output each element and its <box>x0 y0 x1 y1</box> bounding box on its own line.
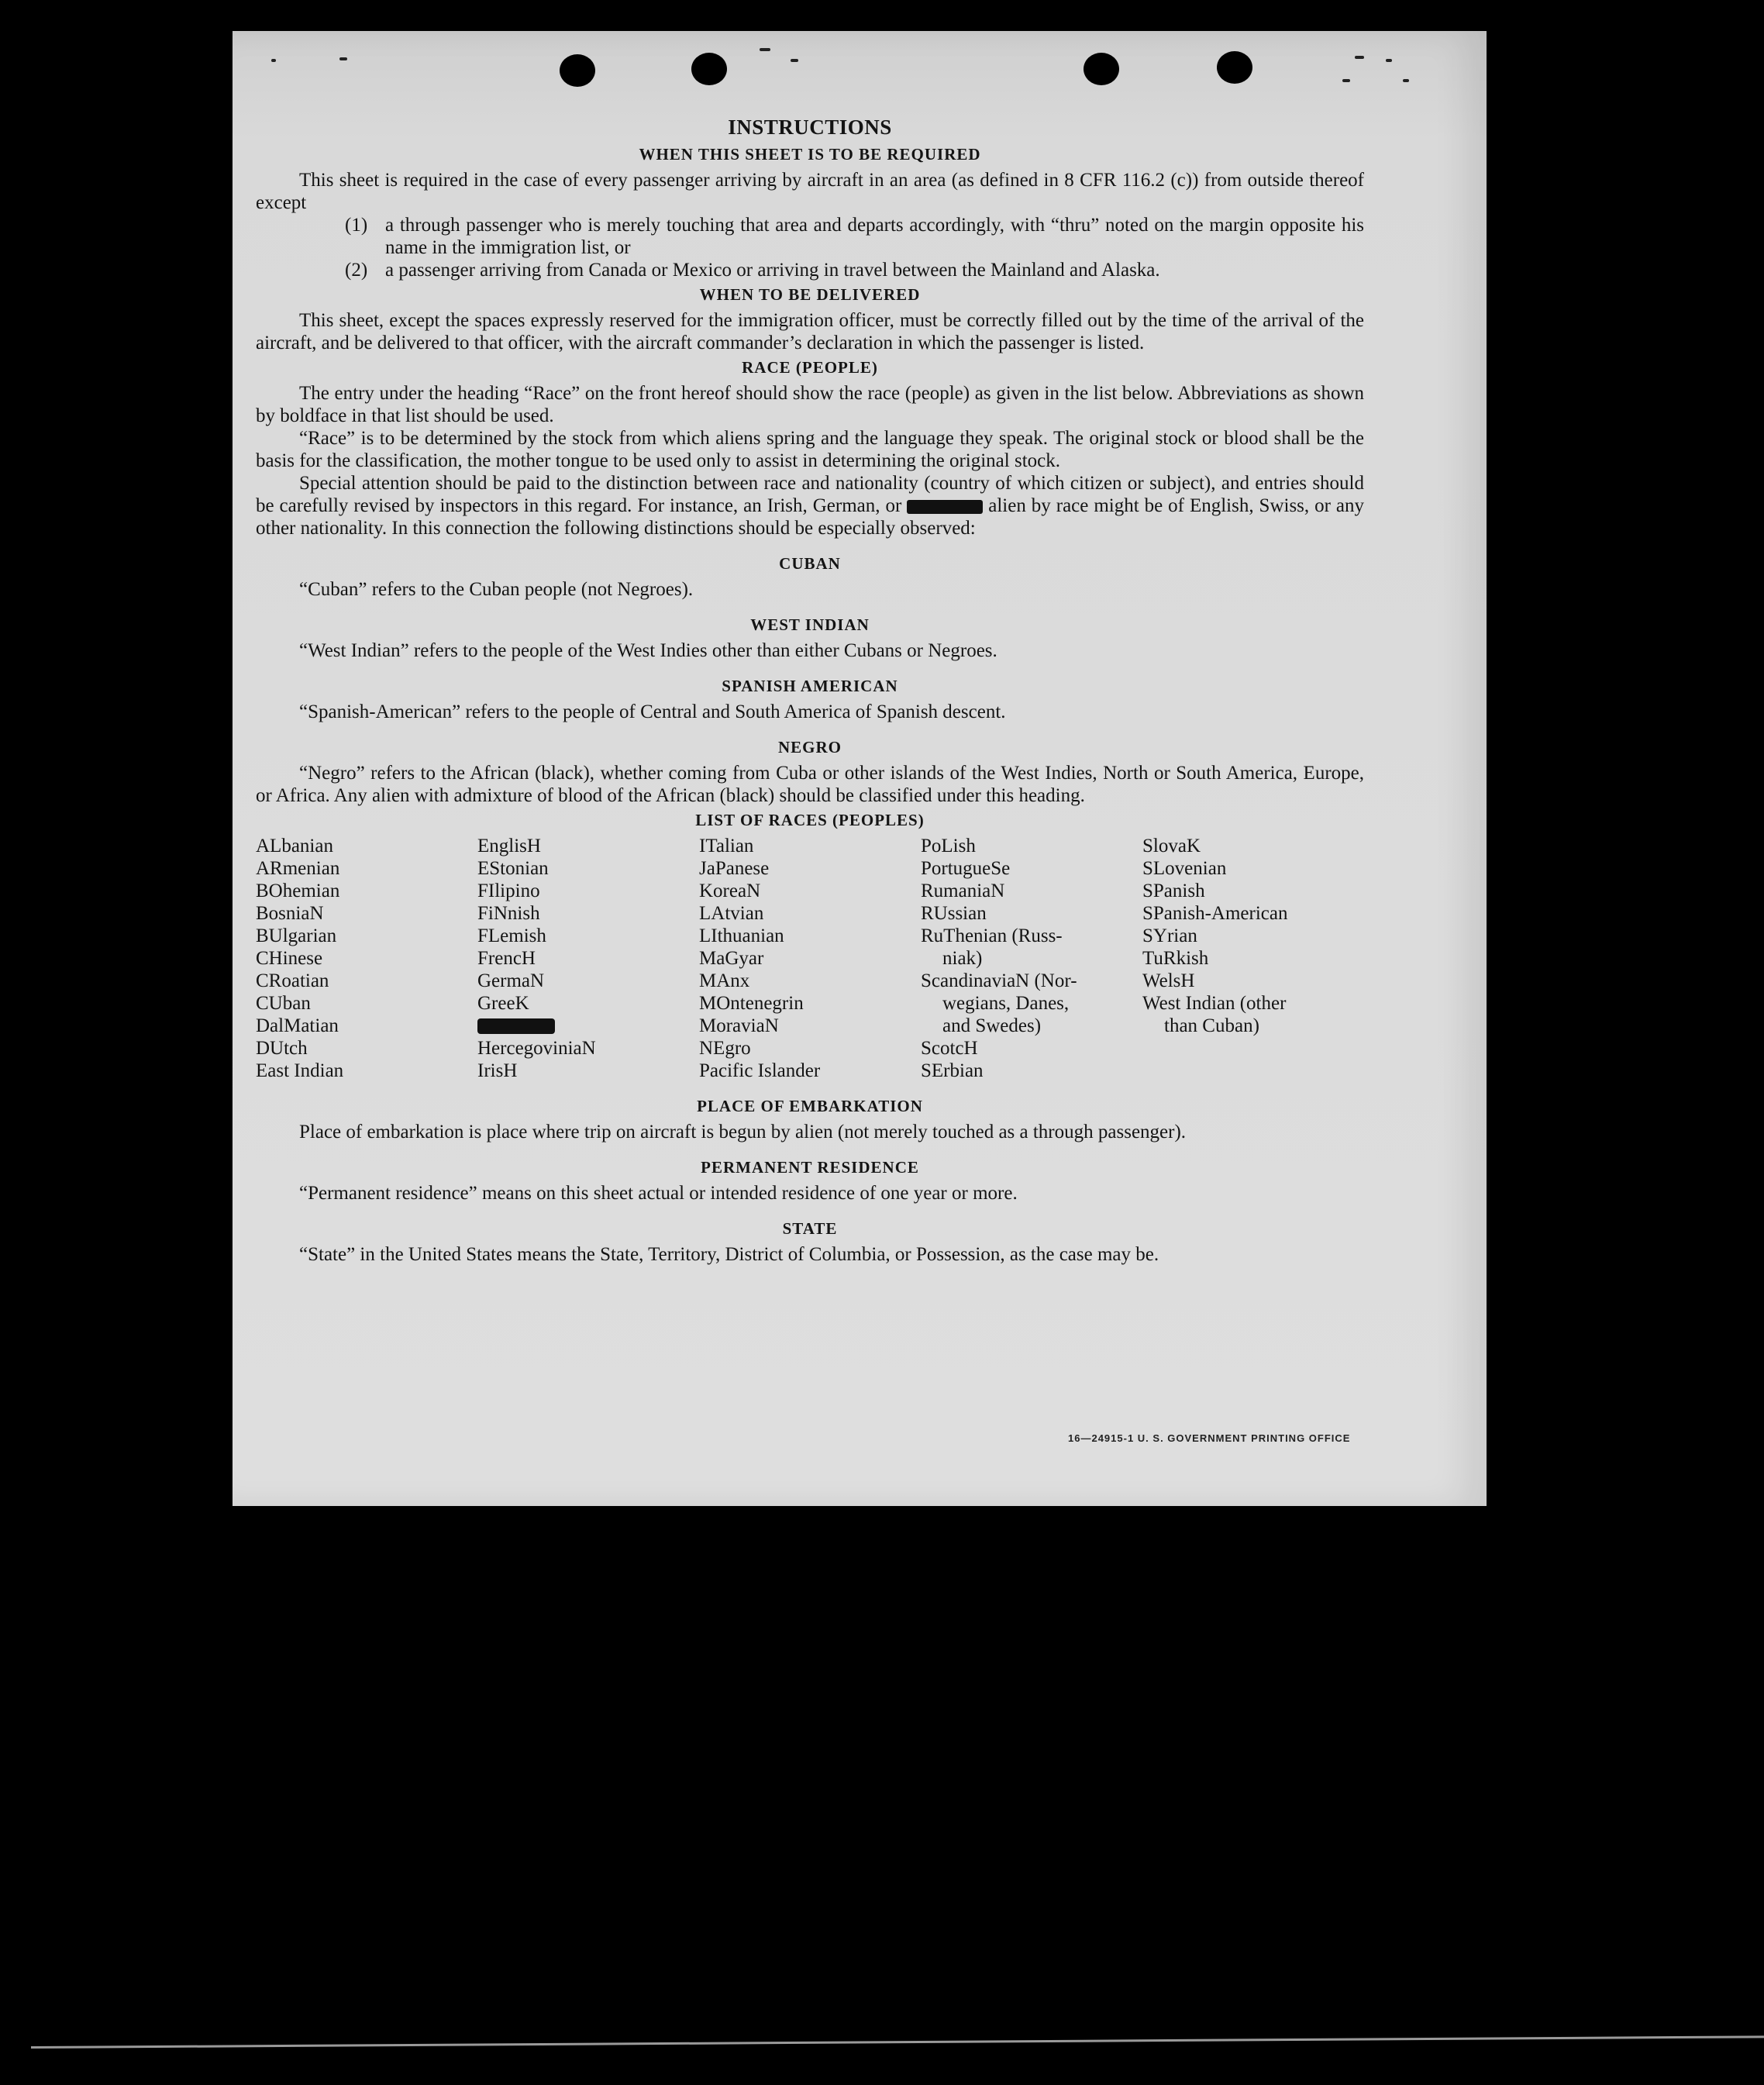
scan-line <box>31 2035 1764 2049</box>
race-entry: ALbanian <box>256 836 333 856</box>
paragraph: This sheet, except the spaces expressly reserved for the immigration officer, must be correctly filled out by the time of the arrival of the aircraft, and be delivered to that officer, with the aircraft commander’s declaration in which the passenger is listed. <box>256 310 1364 353</box>
race-entry: PoLish <box>921 836 976 856</box>
race-entry: than Cuban) <box>1164 1015 1259 1036</box>
page-title: INSTRUCTIONS <box>728 115 892 139</box>
race-entry: SLovenian <box>1142 858 1227 879</box>
printing-office-code: 16—24915-1 U. S. GOVERNMENT PRINTING OFFICE <box>1068 1432 1351 1444</box>
scan-speck <box>1403 79 1409 82</box>
paragraph-text: alien by race might be of English, Swiss, or any other nationality. In this connection the following distinctions should be especially observed: <box>256 495 1365 539</box>
race-entry: GreeK <box>477 993 529 1014</box>
races-column <box>477 835 699 1082</box>
race-entry: wegians, Danes, <box>942 993 1070 1014</box>
race-entry: NEgro <box>699 1038 751 1059</box>
punch-hole <box>560 54 595 87</box>
race-entry: ARmenian <box>256 858 340 879</box>
race-entry: RumaniaN <box>921 881 1005 901</box>
races-column <box>256 835 477 1082</box>
race-entry: ScandinaviaN (Nor- <box>921 970 1077 991</box>
section-heading: CUBAN <box>779 554 841 573</box>
instructions-content <box>256 116 1364 1266</box>
races-column <box>921 835 1142 1082</box>
race-entry: RUssian <box>921 903 987 924</box>
section-heading: STATE <box>782 1219 838 1238</box>
race-entry: East Indian <box>256 1060 344 1081</box>
redaction-mark <box>907 500 983 514</box>
document-page <box>233 31 1487 1506</box>
paragraph: Place of embarkation is place where trip on aircraft is begun by alien (not merely touched as a through passenger). <box>299 1122 1187 1142</box>
scan-speck <box>339 57 347 60</box>
races-column <box>699 835 921 1082</box>
scan-speck <box>1386 59 1392 62</box>
race-entry: FiNnish <box>477 903 540 924</box>
list-item <box>345 214 1364 259</box>
paragraph: “Race” is to be determined by the stock from which aliens spring and the language they speak. The original stock or blood shall be the basis for the classification, the mother tongue to be used only to assist in determining the original stock. <box>256 428 1364 471</box>
race-entry: MaGyar <box>699 948 764 969</box>
scan-speck <box>1342 79 1350 82</box>
race-entry: ScotcH <box>921 1038 978 1059</box>
list-item-text: a through passenger who is merely touching that area and departs accordingly, with “thru” noted on the margin opposite his name in the immigration list, or <box>385 215 1364 258</box>
scan-speck <box>1355 56 1364 59</box>
punch-hole <box>1217 51 1252 84</box>
redaction-mark <box>477 1018 555 1034</box>
list-item-number: (1) <box>345 215 368 236</box>
scan-speck <box>791 59 798 62</box>
race-entry: EStonian <box>477 858 549 879</box>
race-entry: CRoatian <box>256 970 329 991</box>
race-entry: MoraviaN <box>699 1015 779 1036</box>
race-entry: CUban <box>256 993 311 1014</box>
race-entry: niak) <box>942 948 983 969</box>
race-entry: SlovaK <box>1142 836 1201 856</box>
list-item-number: (2) <box>345 260 368 281</box>
race-entry: SYrian <box>1142 925 1197 946</box>
race-entry: LIthuanian <box>699 925 784 946</box>
paragraph-text: Special attention should be paid to the distinction between race and nationality (country of which citizen or subject), and entries should be carefully revised by inspectors in this regard. For instance, an Irish, German, or <box>256 473 1364 516</box>
section-heading: PLACE OF EMBARKATION <box>697 1097 923 1115</box>
paragraph: “State” in the United States means the State, Territory, District of Columbia, or Possession, as the case may be. <box>299 1244 1159 1265</box>
section-heading: NEGRO <box>777 738 842 756</box>
scan-speck <box>271 59 276 62</box>
race-entry: BUlgarian <box>256 925 337 946</box>
paragraph <box>256 472 1364 539</box>
race-entry: and Swedes) <box>942 1015 1042 1036</box>
section-heading: PERMANENT RESIDENCE <box>701 1158 919 1177</box>
race-entry: West Indian (other <box>1142 993 1287 1014</box>
race-entry: WelsH <box>1142 970 1195 991</box>
race-entry: TuRkish <box>1142 948 1209 969</box>
race-entry: ITalian <box>699 836 754 856</box>
race-entry: IrisH <box>477 1060 518 1081</box>
race-entry: MOntenegrin <box>699 993 804 1014</box>
scan-speck <box>760 48 770 51</box>
list-item <box>345 259 1364 281</box>
race-entry: MAnx <box>699 970 750 991</box>
race-entry: PortugueSe <box>921 858 1011 879</box>
punch-hole <box>691 53 727 85</box>
paragraph: “Permanent residence” means on this sheet actual or intended residence of one year or more. <box>299 1183 1018 1204</box>
race-entry: BOhemian <box>256 881 340 901</box>
race-entry: BosniaN <box>256 903 324 924</box>
section-heading: WHEN THIS SHEET IS TO BE REQUIRED <box>639 145 981 164</box>
section-heading: RACE (PEOPLE) <box>742 358 878 377</box>
race-entry: FIlipino <box>477 881 540 901</box>
paragraph: “Spanish-American” refers to the people of Central and South America of Spanish descent. <box>299 701 1006 722</box>
race-entry: GermaN <box>477 970 545 991</box>
race-entry: SPanish <box>1142 881 1205 901</box>
race-entry: DalMatian <box>256 1015 339 1036</box>
section-heading: WHEN TO BE DELIVERED <box>699 285 921 304</box>
race-entry: JaPanese <box>699 858 770 879</box>
race-entry: LAtvian <box>699 903 764 924</box>
list-item-text: a passenger arriving from Canada or Mexico or arriving in travel between the Mainland and Alaska. <box>385 260 1160 281</box>
punch-hole <box>1084 53 1119 85</box>
section-heading: WEST INDIAN <box>750 615 870 634</box>
race-entry: CHinese <box>256 948 323 969</box>
races-list <box>256 835 1364 1082</box>
paragraph: “Cuban” refers to the Cuban people (not Negroes). <box>299 579 694 600</box>
race-entry: HercegoviniaN <box>477 1038 596 1059</box>
race-entry: SErbian <box>921 1060 984 1081</box>
paragraph: “Negro” refers to the African (black), whether coming from Cuba or other islands of the West Indies, North or South America, Europe, or Africa. Any alien with admixture of blood of the African (black) should be classified under this heading. <box>256 763 1364 806</box>
race-entry: Pacific Islander <box>699 1060 821 1081</box>
race-entry: DUtch <box>256 1038 308 1059</box>
race-entry: KoreaN <box>699 881 761 901</box>
races-column <box>1142 835 1364 1082</box>
race-entry: FrencH <box>477 948 536 969</box>
section-heading: LIST OF RACES (PEOPLES) <box>695 811 925 829</box>
race-entry: RuThenian (Russ- <box>921 925 1063 946</box>
race-entry: FLemish <box>477 925 546 946</box>
race-entry: SPanish-American <box>1142 903 1288 924</box>
paragraph: The entry under the heading “Race” on the front hereof should show the race (people) as given in the list below. Abbreviations as shown by boldface in that list should be used. <box>256 383 1364 426</box>
section-heading: SPANISH AMERICAN <box>722 677 898 695</box>
paragraph: “West Indian” refers to the people of the West Indies other than either Cubans or Negroes. <box>299 640 997 661</box>
paragraph: This sheet is required in the case of every passenger arriving by aircraft in an area (as defined in 8 CFR 116.2 (c)) from outside thereof except <box>256 170 1364 213</box>
race-entry: EnglisH <box>477 836 541 856</box>
